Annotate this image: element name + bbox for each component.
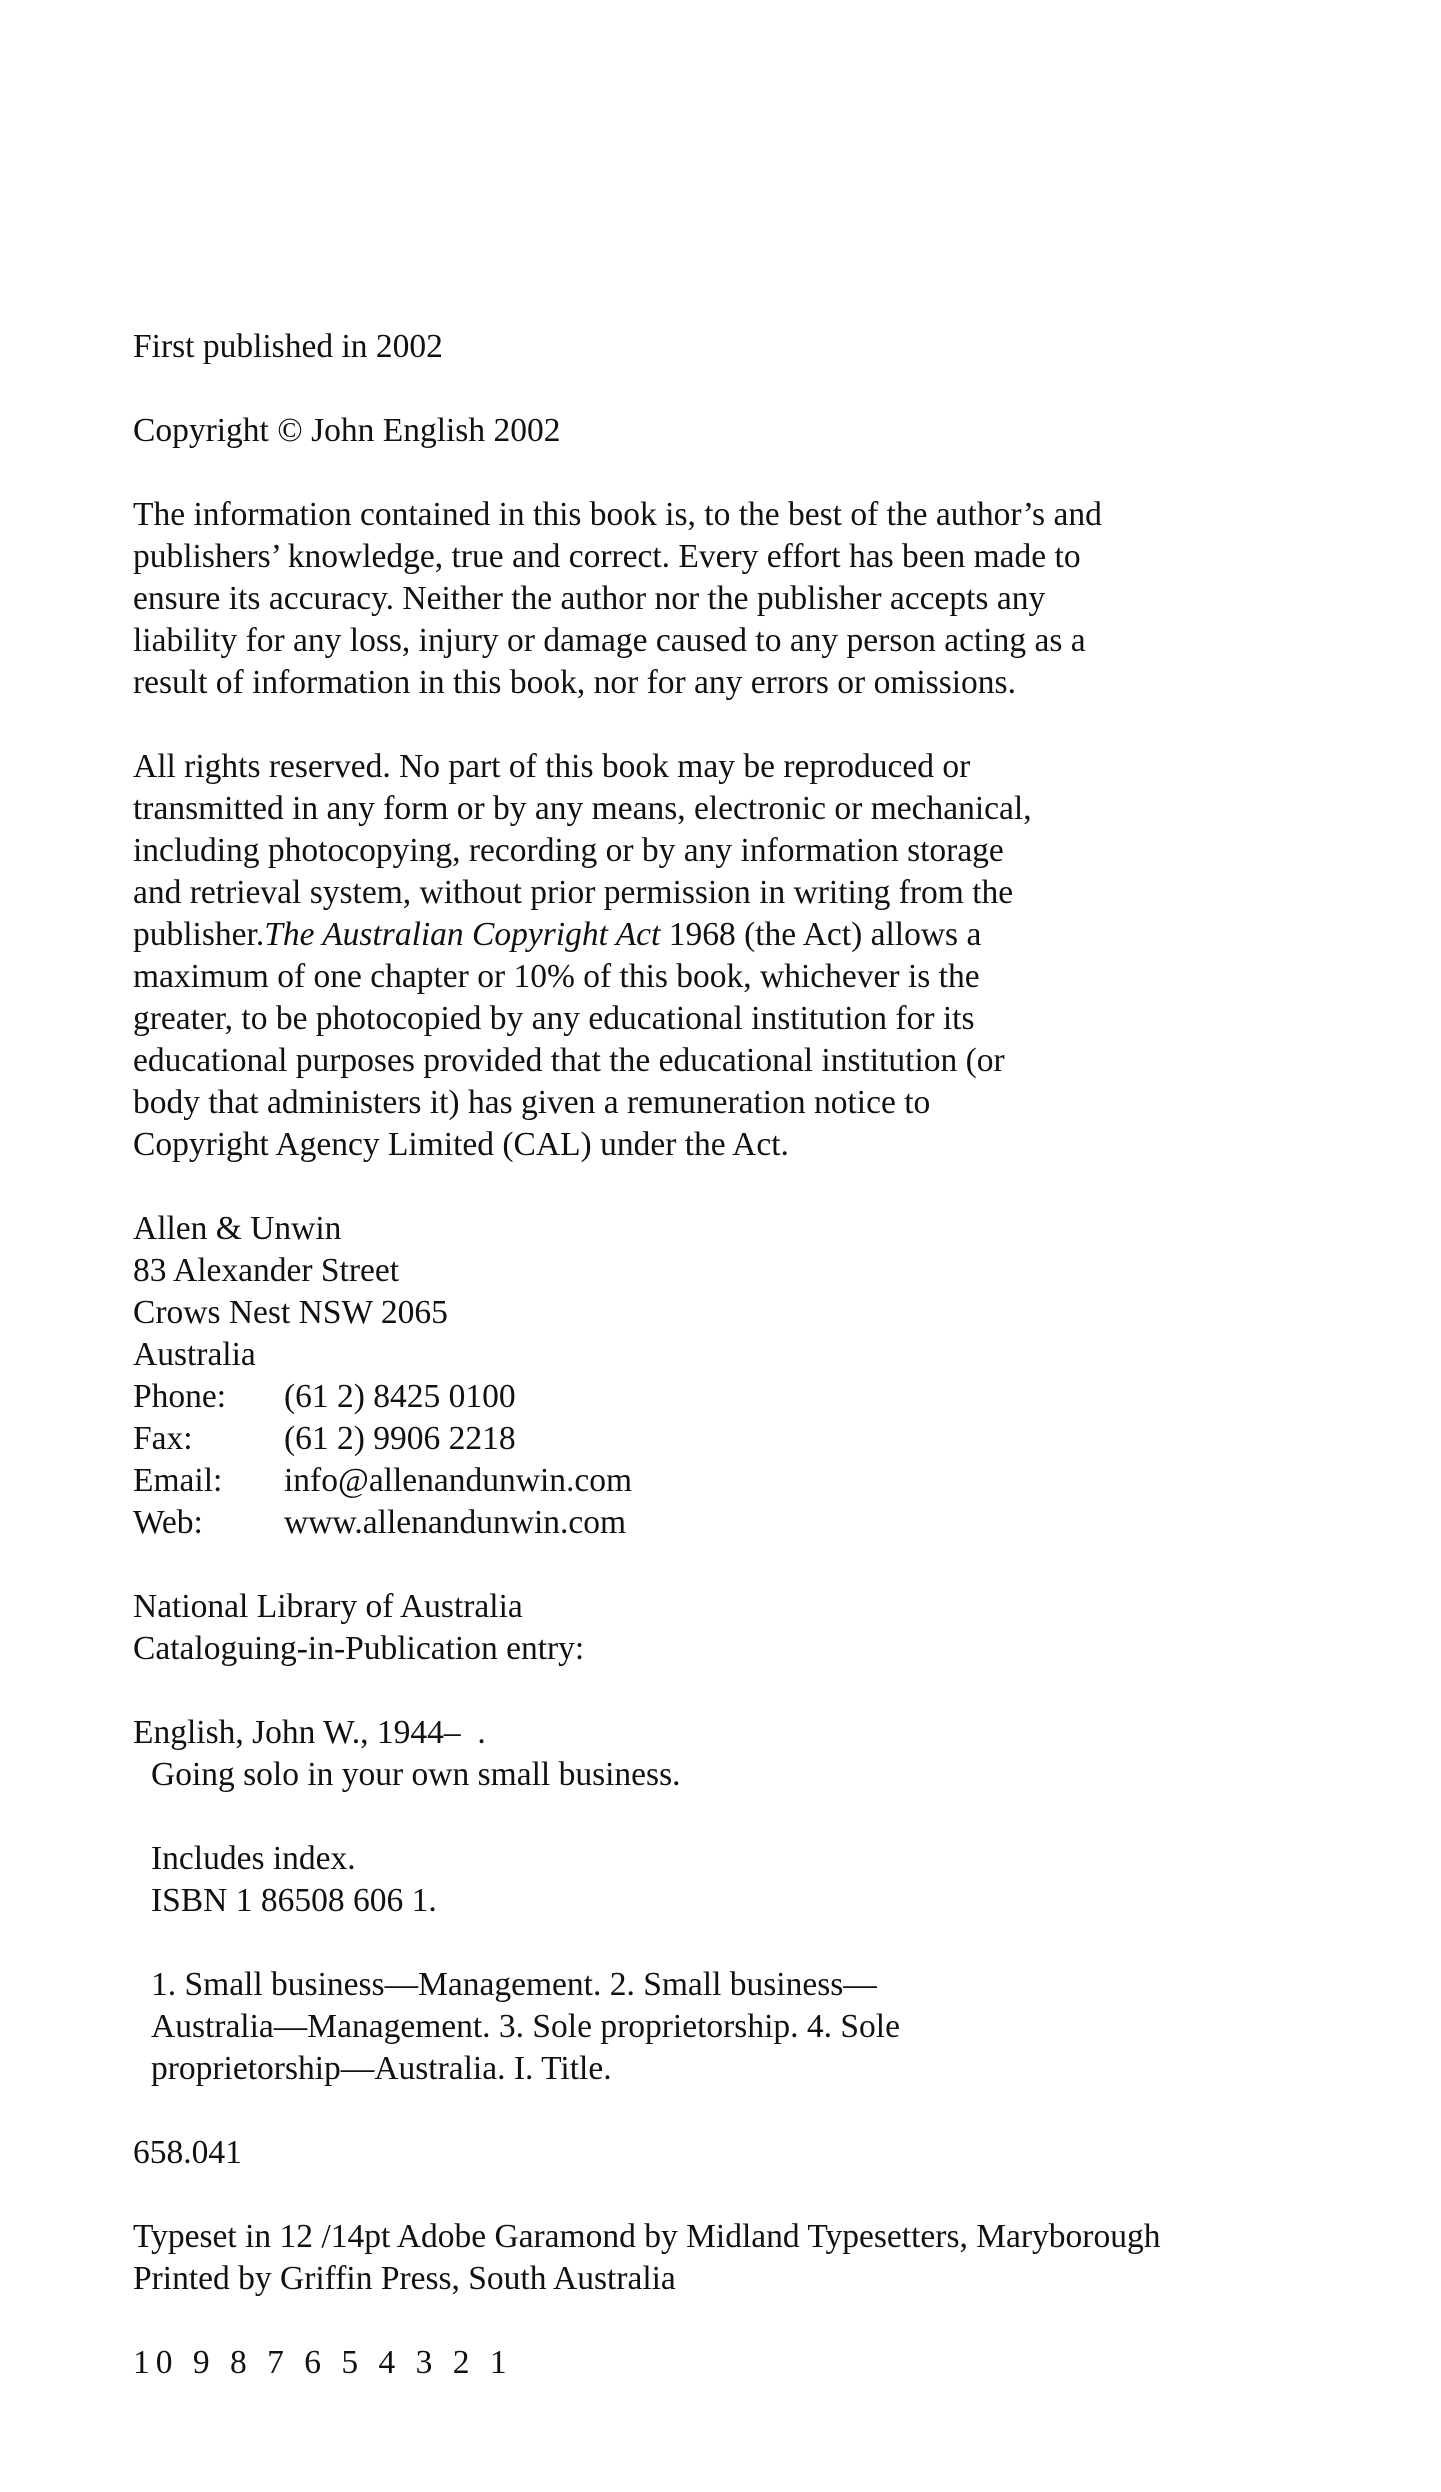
rights-line: greater, to be photocopied by any educational institution for its	[133, 1000, 975, 1037]
cip-title: Going solo in your own small business.	[151, 1756, 681, 1793]
typeset-credit: Typeset in 12 /14pt Adobe Garamond by Midland Typesetters, Maryborough	[133, 2218, 1161, 2255]
contact-value: info@allenandunwin.com	[284, 1462, 633, 1499]
spacer	[133, 368, 1393, 410]
rights-line: body that administers it) has given a remuneration notice to	[133, 1084, 931, 1121]
printer-credit: Printed by Griffin Press, South Australia	[133, 2260, 676, 2297]
contact-row-fax	[133, 1418, 1393, 1460]
cip-heading-line: Cataloguing-in-Publication entry:	[133, 1630, 585, 1667]
spacer	[133, 1544, 1393, 1586]
rights-paragraph	[133, 746, 1393, 1166]
publisher-country: Australia	[133, 1336, 256, 1373]
production-credits	[133, 2216, 1393, 2300]
rights-line: maximum of one chapter or 10% of this book, whichever is the	[133, 958, 980, 995]
act-title: The Australian Copyright Act	[264, 916, 661, 953]
spacer	[133, 1922, 1393, 1964]
disclaimer-line: liability for any loss, injury or damage caused to any person acting as a	[133, 622, 1086, 659]
rights-line: and retrieval system, without prior permission in writing from the	[133, 874, 1014, 911]
disclaimer-paragraph	[133, 494, 1393, 704]
contact-label: Email:	[133, 1462, 223, 1499]
rights-line: educational purposes provided that the educational institution (or	[133, 1042, 1005, 1079]
contact-label: Fax:	[133, 1420, 193, 1457]
cip-includes: Includes index.	[151, 1840, 356, 1877]
cip-subject-line: Australia—Management. 3. Sole proprietorship. 4. Sole	[151, 2008, 900, 2045]
act-rest: 1968 (the Act) allows a	[660, 916, 982, 953]
rights-line: transmitted in any form or by any means, electronic or mechanical,	[133, 790, 1032, 827]
disclaimer-line: publishers’ knowledge, true and correct. Every effort has been made to	[133, 538, 1081, 575]
publisher-name: Allen & Unwin	[133, 1210, 342, 1247]
disclaimer-line: ensure its accuracy. Neither the author nor the publisher accepts any	[133, 580, 1046, 617]
cip-entry	[133, 1712, 1393, 2090]
copyright-notice: Copyright © John English 2002	[133, 412, 561, 449]
publisher-word: publisher.	[133, 916, 265, 953]
cip-heading	[133, 1586, 1393, 1670]
publisher-address	[133, 1208, 1393, 1544]
contact-row-web	[133, 1502, 1393, 1544]
contact-row-phone	[133, 1376, 1393, 1418]
contact-value: (61 2) 8425 0100	[284, 1378, 516, 1415]
first-published: First published in 2002	[133, 328, 443, 365]
spacer	[133, 452, 1393, 494]
spacer	[133, 2174, 1393, 2216]
cip-author: English, John W., 1944– .	[133, 1714, 486, 1751]
cip-heading-line: National Library of Australia	[133, 1588, 523, 1625]
spacer	[133, 704, 1393, 746]
spacer	[133, 1670, 1393, 1712]
disclaimer-line: result of information in this book, nor for any errors or omissions.	[133, 664, 1016, 701]
contact-label: Web:	[133, 1504, 203, 1541]
publisher-street: 83 Alexander Street	[133, 1252, 400, 1289]
copyright-page	[133, 326, 1393, 2384]
publisher-city: Crows Nest NSW 2065	[133, 1294, 448, 1331]
cip-subject-line: proprietorship—Australia. I. Title.	[151, 2050, 612, 2087]
spacer	[133, 2300, 1393, 2342]
rights-line: All rights reserved. No part of this book may be reproduced or	[133, 748, 971, 785]
contact-value: www.allenandunwin.com	[284, 1504, 627, 1541]
dewey-classification: 658.041	[133, 2134, 242, 2171]
rights-line: including photocopying, recording or by any information storage	[133, 832, 1004, 869]
disclaimer-line: The information contained in this book is, to the best of the author’s and	[133, 496, 1102, 533]
spacer	[133, 1166, 1393, 1208]
rights-line: Copyright Agency Limited (CAL) under the Act.	[133, 1126, 789, 1163]
contact-label: Phone:	[133, 1378, 227, 1415]
spacer	[133, 1796, 1393, 1838]
contact-row-email	[133, 1460, 1393, 1502]
cip-isbn: ISBN 1 86508 606 1.	[151, 1882, 437, 1919]
spacer	[133, 2090, 1393, 2132]
contact-value: (61 2) 9906 2218	[284, 1420, 516, 1457]
cip-subject-line: 1. Small business—Management. 2. Small business—	[151, 1966, 877, 2003]
printers-key: 10 9 8 7 6 5 4 3 2 1	[133, 2344, 513, 2381]
rights-line-act	[133, 914, 1393, 956]
